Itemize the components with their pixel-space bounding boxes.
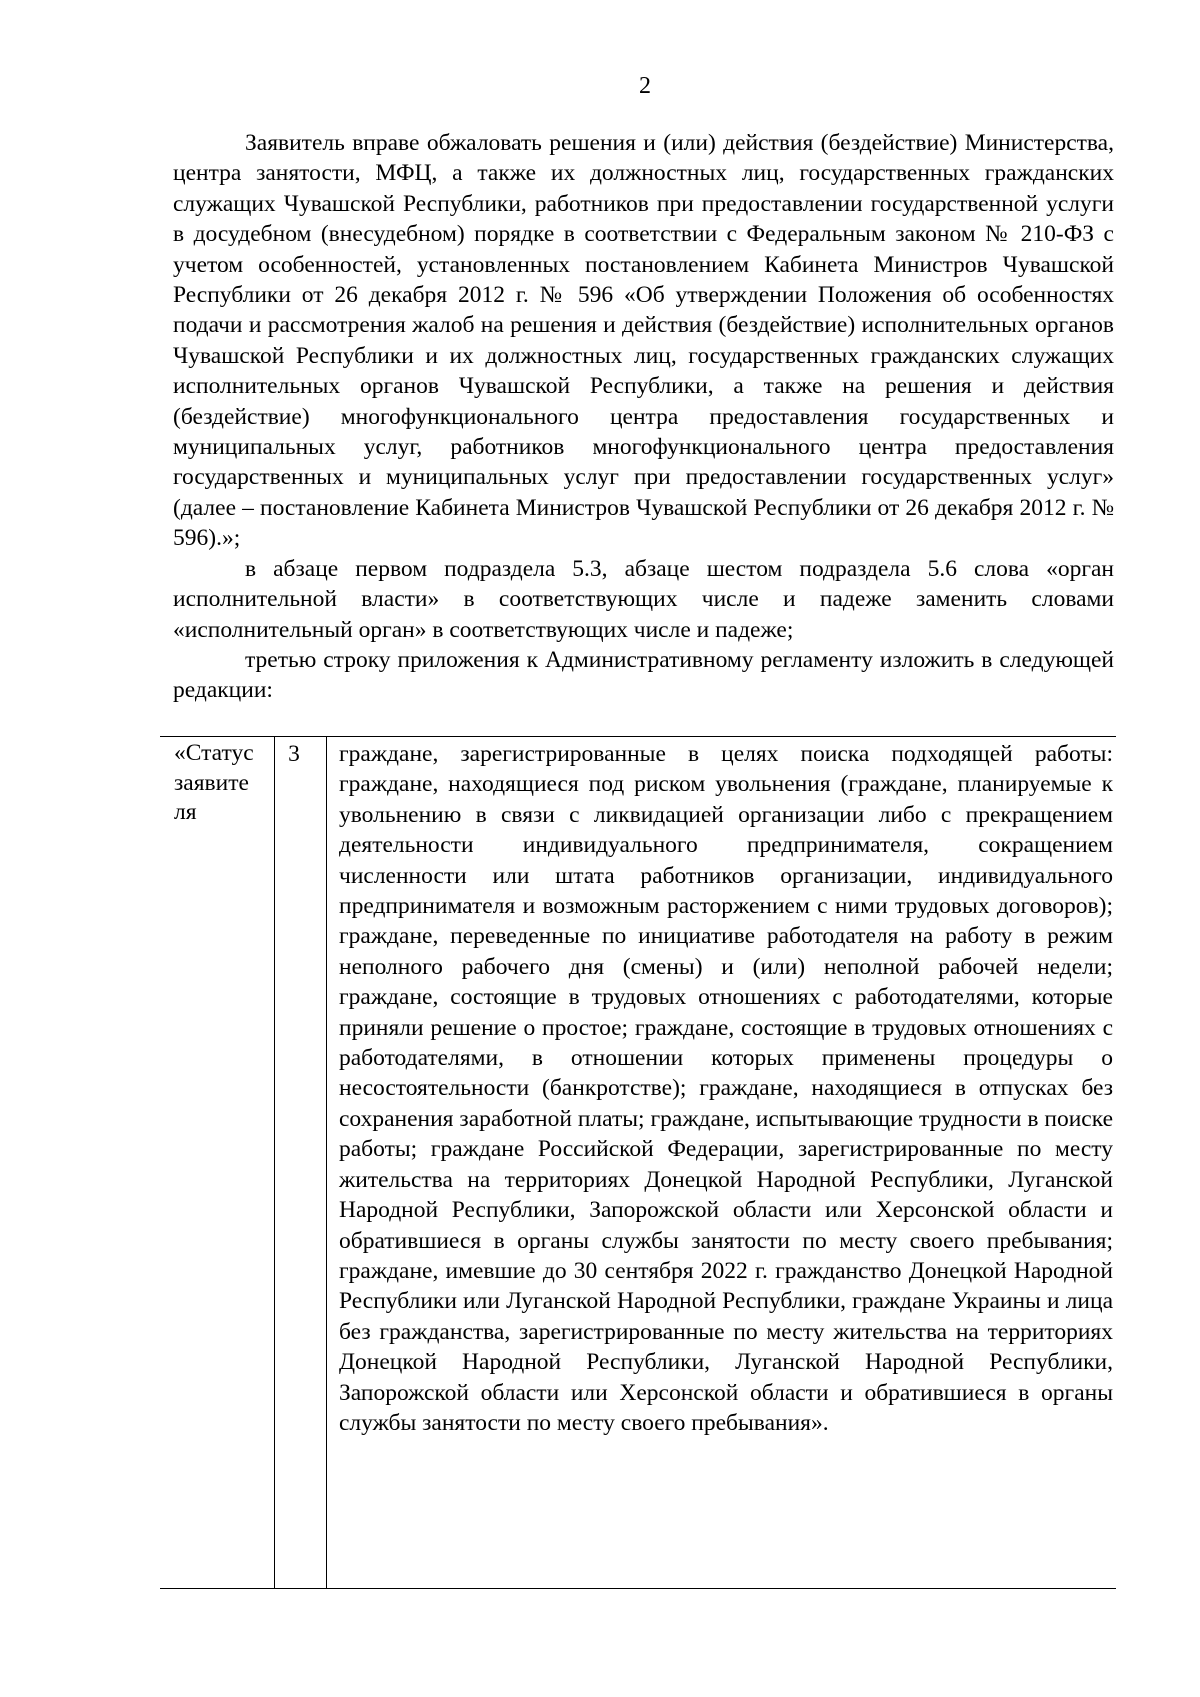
paragraph-appeal-rights: Заявитель вправе обжаловать решения и (или) действия (бездействие) Министерства, центра занятости, МФЦ, а также их должностных лиц, государственных гражданских служащих Чувашской Республики, работников при предоставлении государственной услуги в досудебном (внесудебном) порядке в соответствии с Федеральным законом № 210-ФЗ с учетом особенностей, установленных постановлением Кабинета Министров Чувашской Республики от 26 декабря 2012 г. № 596 «Об утверждении Положения об особенностях подачи и рассмотрения жалоб на решения и действия (бездействие) исполнительных органов Чувашской Республики и их должностных лиц, государственных гражданских служащих исполнительных органов Чувашской Республики, а также на решения и действия (бездействие) многофункционального центра предоставления государственных и муниципальных услуг, работников многофункционального центра предоставления государственных и муниципальных услуг при предоставлении государственных услуг» (далее – постановление Кабинета Министров Чувашской Республики от 26 декабря 2012 г. № 596).»; — [173, 130, 1114, 552]
table-cell-description: граждане, зарегистрированные в целях поиска подходящей работы: граждане, находящиеся под риском увольнения (граждане, планируемые к увольнению в связи с ликвидацией организации либо с прекращением деятельности индивидуального предпринимателя, сокращением численности или штата работников организации, индивидуального предпринимателя и возможным расторжением с ними трудовых договоров); граждане, переведенные по инициативе работодателя на работу в режим неполного рабочего дня (смены) и (или) неполной рабочей недели; граждане, состоящие в трудовых отношениях с работодателями, которые приняли решение о простое; граждане, состоящие в трудовых отношениях с работодателями, в отношении которых применены процедуры о несостоятельности (банкротстве); граждане, находящиеся в отпусках без сохранения заработной платы; граждане, испытывающие трудности в поиске работы; граждане Российской Федерации, зарегистрированные по месту жительства на территориях Донецкой Народной Республики, Луганской Народной Республики, Запорожской области или Херсонской области и обратившиеся в органы службы занятости по месту своего пребывания; граждане, имевшие до 30 сентября 2022 г. гражданство Донецкой Народной Республики или Луганской Народной Республики, граждане Украины и лица без гражданства, зарегистрированные по месту жительства на территориях Донецкой Народной Республики, Луганской Народной Республики, Запорожской области или Херсонской области и обратившиеся в органы службы занятости по месту своего пребывания». — [339, 741, 1113, 1436]
table-cell-number: 3 — [288, 741, 300, 767]
document-body — [173, 128, 1114, 706]
table-cell-status-label: «Статус заявителя — [174, 740, 254, 825]
page-number: 2 — [639, 73, 651, 99]
paragraph-wording-change: в абзаце первом подраздела 5.3, абзаце шестом подраздела 5.6 слова «орган исполнительной власти» в соответствующих числе и падеже заменить словами «исполнительный орган» в соответствующих числе и падеже; — [173, 555, 1114, 643]
paragraph-annex-intro: третью строку приложения к Административному регламенту изложить в следующей редакции: — [173, 646, 1114, 704]
annex-table — [160, 736, 1116, 1589]
table-column-divider — [326, 737, 327, 1588]
table-column-divider — [274, 737, 275, 1588]
